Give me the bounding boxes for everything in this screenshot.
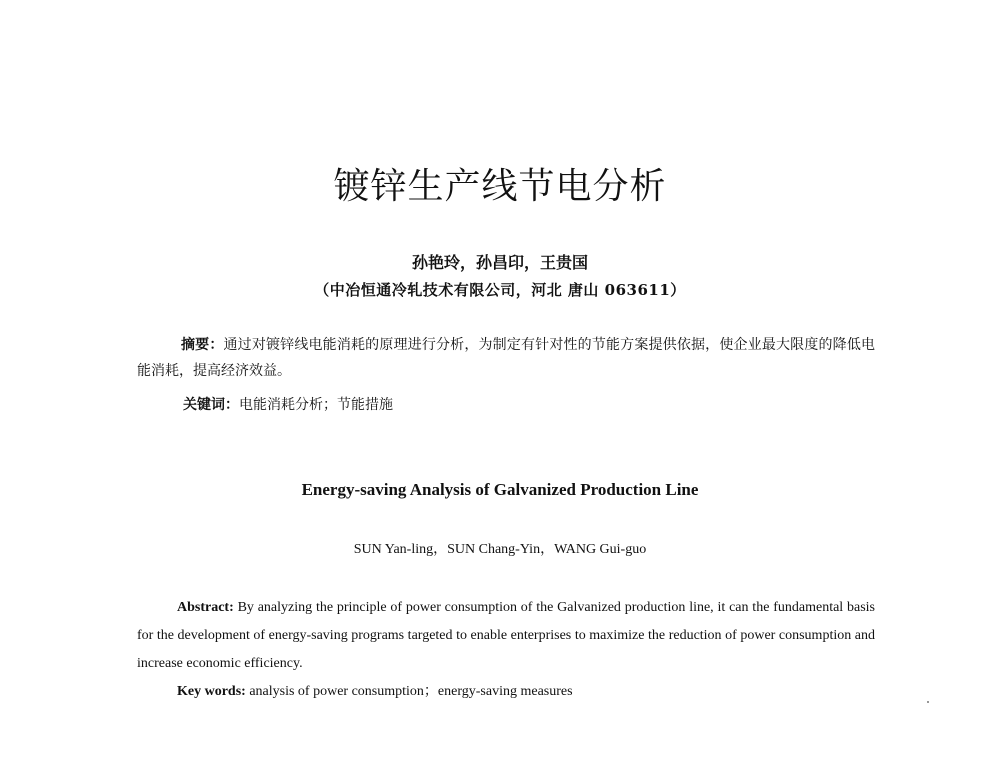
abstract-english-text: By analyzing the principle of power consumption of the Galvanized production line, it can the fundamental basis for the development of energy-saving programs targeted to enable enterprises to maximize the reduction of power consumption and increase economic efficiency. xyxy=(137,600,875,671)
paper-title-english: Energy-saving Analysis of Galvanized Production Line xyxy=(301,480,699,499)
keywords-english-text: analysis of power consumption；energy-saving measures xyxy=(245,684,573,699)
scan-speck xyxy=(927,701,929,703)
abstract-chinese-text: 通过对镀锌线电能消耗的原理进行分析，为制定有针对性的节能方案提供依据，使企业最大限度的降低电能消耗，提高经济效益。 xyxy=(137,337,875,379)
keywords-english xyxy=(177,680,573,700)
keywords-chinese xyxy=(183,394,393,414)
paper-title-chinese: 镀锌生产线节电分析 xyxy=(333,166,667,207)
abstract-chinese-label: 摘要： xyxy=(181,337,224,353)
keywords-chinese-label: 关键词： xyxy=(183,397,239,413)
authors-english: SUN Yan-ling，SUN Chang-Yin，WANG Gui-guo xyxy=(353,542,647,557)
abstract-chinese xyxy=(137,332,875,384)
abstract-english-label: Abstract: xyxy=(177,600,234,615)
affiliation-chinese: （中冶恒通冷轧技术有限公司，河北 唐山 063611） xyxy=(314,281,686,299)
keywords-chinese-text: 电能消耗分析；节能措施 xyxy=(239,397,393,413)
keywords-english-label: Key words: xyxy=(177,684,246,699)
abstract-english xyxy=(137,594,875,678)
authors-chinese: 孙艳玲，孙昌印，王贵国 xyxy=(411,253,588,272)
